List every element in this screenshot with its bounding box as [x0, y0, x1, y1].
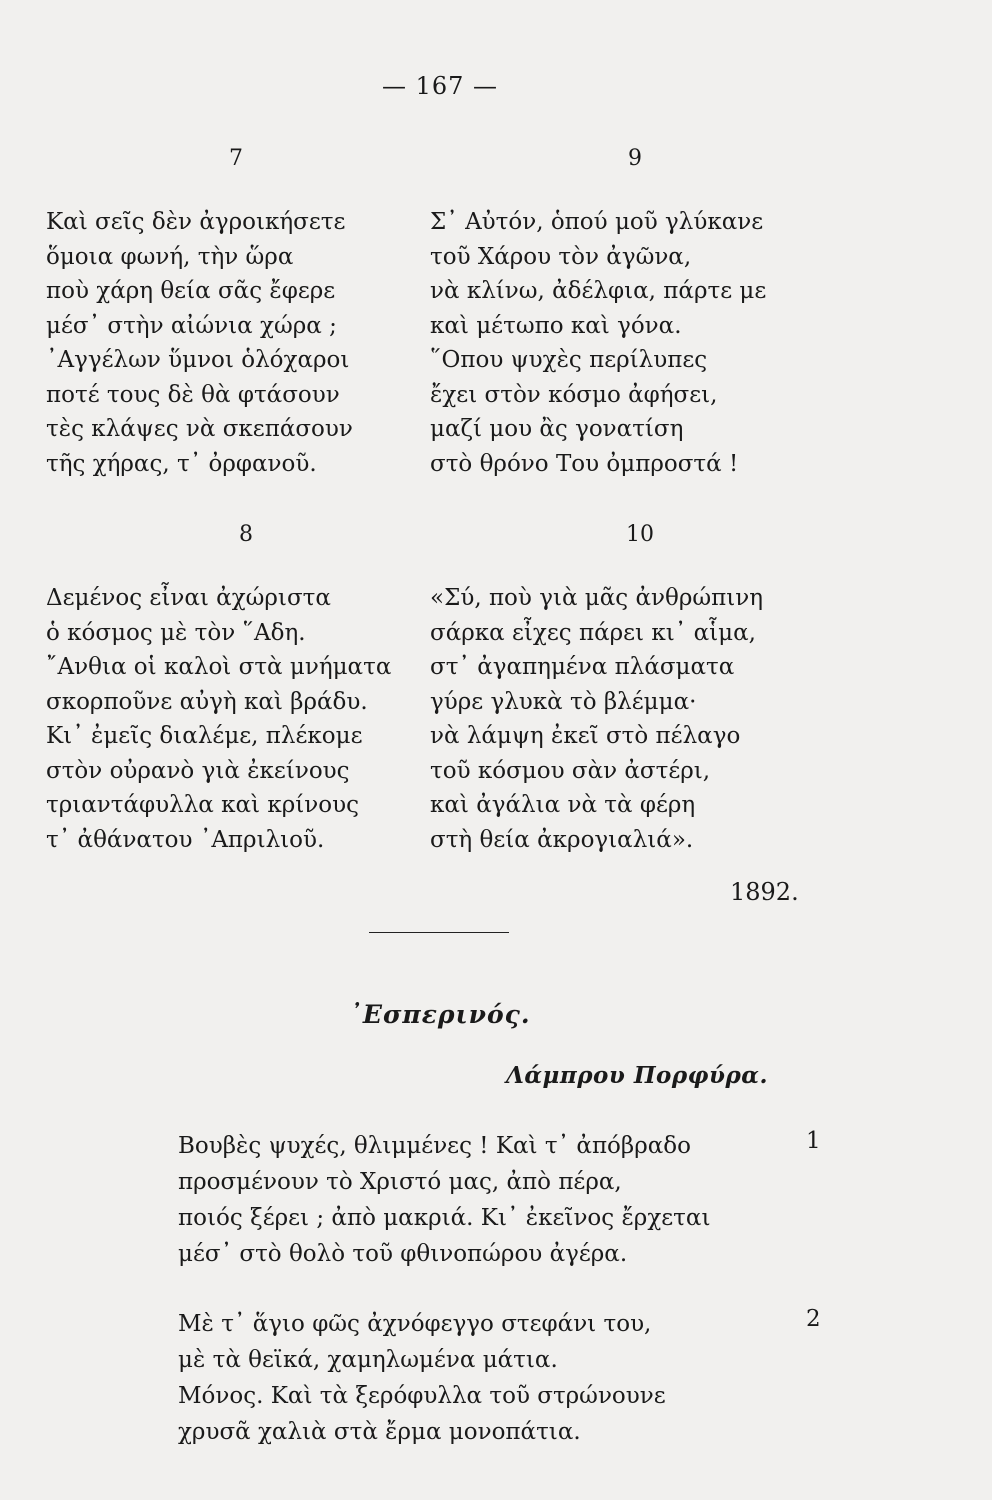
- stanza-9: [430, 146, 840, 481]
- verse-line: προσμένουν τὸ Χριστό μας, ἀπὸ πέρα,: [178, 1169, 622, 1195]
- verse-line: μὲ τὰ θεϊκά, χαμηλωμένα μάτια.: [178, 1347, 558, 1373]
- verse-line: ῞Οπου ψυχὲς περίλυπες: [430, 347, 708, 373]
- verse-line: μέσ᾽ στὴν αἰώνια χώρα ;: [46, 312, 337, 339]
- verse-line: Μόνος. Καὶ τὰ ξερόφυλλα τοῦ στρώνουνε: [178, 1383, 666, 1409]
- verse-line: καὶ ἀγάλια νὰ τὰ φέρη: [430, 792, 696, 818]
- poem-author: Λάμπρου Πορφύρα.: [506, 1062, 768, 1089]
- poem-date: 1892.: [730, 878, 799, 906]
- verse-line: σάρκα εἶχες πάρει κι᾽ αἷμα,: [430, 619, 756, 646]
- stanza-10: [430, 522, 850, 857]
- verse-line: στὸν οὐρανὸ γιὰ ἐκείνους: [46, 757, 350, 784]
- verse-line: «Σύ, ποὺ γιὰ μᾶς ἀνθρώπινη: [430, 585, 764, 611]
- poem2-stanza-1: [178, 1128, 710, 1272]
- stanza-number: 2: [806, 1306, 821, 1332]
- stanza-lines: [46, 581, 446, 857]
- verse-line: νὰ λάμψη ἐκεῖ στὸ πέλαγο: [430, 723, 741, 749]
- stanza-number: 10: [626, 522, 654, 547]
- verse-line: Δεμένος εἶναι ἀχώριστα: [46, 585, 331, 611]
- verse-line: ποτέ τους δὲ θὰ φτάσουν: [46, 381, 340, 408]
- verse-line: ἔχει στὸν κόσμο ἀφήσει,: [430, 381, 718, 408]
- verse-line: Καὶ σεῖς δὲν ἀγροικήσετε: [46, 209, 346, 235]
- verse-line: τ᾽ ἀθάνατου ᾿Απριλιοῦ.: [46, 826, 325, 853]
- verse-line: στὸ θρόνο Του ὀμπροστά !: [430, 450, 739, 477]
- verse-line: ποιός ξέρει ; ἀπὸ μακριά. Κι᾽ ἐκεῖνος ἔρχεται: [178, 1205, 711, 1231]
- stanza-7: [46, 146, 426, 481]
- verse-line: καὶ μέτωπο καὶ γόνα.: [430, 312, 682, 339]
- verse-line: τοῦ Χάρου τὸν ἀγῶνα,: [430, 243, 692, 270]
- stanza-lines: [430, 581, 850, 857]
- page-number: — 167 —: [381, 72, 499, 100]
- verse-line: ὅμοια φωνή, τὴν ὥρα: [46, 243, 294, 270]
- verse-line: ᾿Αγγέλων ὕμνοι ὁλόχαροι: [46, 347, 350, 373]
- verse-line: ὁ κόσμος μὲ τὸν ῞Αδη.: [46, 619, 306, 646]
- verse-line: Κι᾽ ἐμεῖς διαλέμε, πλέκομε: [46, 723, 363, 749]
- verse-line: σκορποῦνε αὐγὴ καὶ βράδυ.: [46, 688, 368, 715]
- stanza-number: 7: [229, 146, 243, 171]
- verse-line: νὰ κλίνω, ἀδέλφια, πάρτε με: [430, 278, 767, 304]
- verse-line: μέσ᾽ στὸ θολὸ τοῦ φθινοπώρου ἀγέρα.: [178, 1241, 628, 1267]
- verse-line: Βουβὲς ψυχές, θλιμμένες ! Καὶ τ᾽ ἀπόβραδο: [178, 1133, 691, 1159]
- verse-line: ῎Ανθια οἱ καλοὶ στὰ μνήματα: [46, 654, 392, 680]
- poem-title: ᾿Εσπερινός.: [349, 1000, 531, 1029]
- verse-line: Μὲ τ᾽ ἅγιο φῶς ἀχνόφεγγο στεφάνι του,: [178, 1311, 652, 1337]
- stanza-8: [46, 522, 446, 857]
- verse-line: τριαντάφυλλα καὶ κρίνους: [46, 792, 359, 818]
- stanza-number: 9: [628, 146, 642, 171]
- stanza-number: 1: [806, 1128, 821, 1154]
- poem2-stanza-2: [178, 1306, 666, 1450]
- verse-line: τοῦ κόσμου σὰν ἀστέρι,: [430, 757, 711, 784]
- stanza-number: 8: [239, 522, 253, 547]
- verse-line: τὲς κλάψες νὰ σκεπάσουν: [46, 416, 353, 442]
- verse-line: στὴ θεία ἀκρογιαλιά».: [430, 826, 694, 853]
- stanza-lines: [46, 205, 426, 481]
- section-divider: [369, 932, 509, 933]
- verse-line: στ᾽ ἀγαπημένα πλάσματα: [430, 654, 735, 680]
- verse-line: ποὺ χάρη θεία σᾶς ἔφερε: [46, 278, 336, 304]
- verse-line: μαζί μου ἂς γονατίση: [430, 416, 684, 442]
- verse-line: χρυσᾶ χαλιὰ στὰ ἔρμα μονοπάτια.: [178, 1419, 581, 1445]
- verse-line: τῆς χήρας, τ᾽ ὀρφανοῦ.: [46, 450, 317, 477]
- verse-line: γύρε γλυκὰ τὸ βλέμμα·: [430, 688, 697, 715]
- stanza-lines: [430, 205, 840, 481]
- verse-line: Σ᾽ Αὐτόν, ὁπού μοῦ γλύκανε: [430, 209, 764, 235]
